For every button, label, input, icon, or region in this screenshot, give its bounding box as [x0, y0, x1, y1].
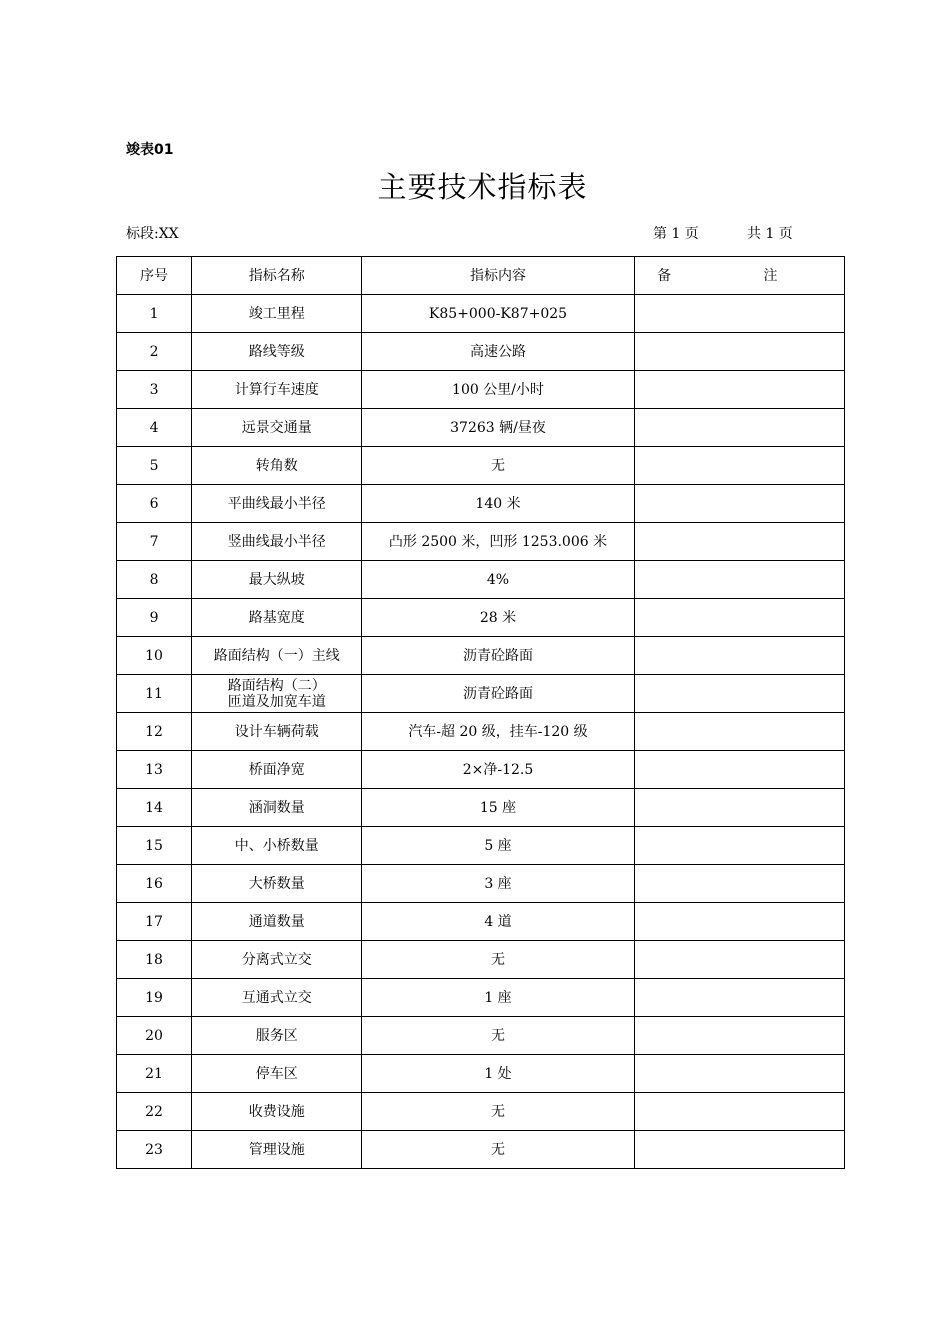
row-number-cell: 16 — [117, 865, 192, 903]
table-body — [117, 295, 845, 1169]
table-row — [117, 865, 845, 903]
note-cell — [634, 561, 844, 599]
table-row — [117, 447, 845, 485]
indicator-content-cell: 15 座 — [362, 789, 634, 827]
row-number-cell: 8 — [117, 561, 192, 599]
indicator-name-cell: 计算行车速度 — [192, 371, 362, 409]
note-cell — [634, 485, 844, 523]
table-row — [117, 1131, 845, 1169]
row-number-cell: 9 — [117, 599, 192, 637]
table-row — [117, 789, 845, 827]
note-cell — [634, 1055, 844, 1093]
note-cell — [634, 751, 844, 789]
indicator-content-cell: 1 处 — [362, 1055, 634, 1093]
indicator-name-cell: 路线等级 — [192, 333, 362, 371]
note-cell — [634, 1093, 844, 1131]
table-row — [117, 1093, 845, 1131]
document-title: 主要技术指标表 — [377, 170, 588, 204]
note-cell — [634, 827, 844, 865]
indicator-content-cell: 无 — [362, 941, 634, 979]
table-row — [117, 485, 845, 523]
indicator-content-cell: 高速公路 — [362, 333, 634, 371]
indicator-content-cell: 5 座 — [362, 827, 634, 865]
row-number-cell: 12 — [117, 713, 192, 751]
page-number: 第 1 页 — [653, 226, 699, 242]
row-number-cell: 22 — [117, 1093, 192, 1131]
row-number-cell: 18 — [117, 941, 192, 979]
indicator-content-cell: 无 — [362, 447, 634, 485]
note-cell — [634, 447, 844, 485]
indicator-name-cell: 转角数 — [192, 447, 362, 485]
table-header-row — [117, 257, 845, 295]
indicator-name-cell: 服务区 — [192, 1017, 362, 1055]
table-row — [117, 561, 845, 599]
indicator-name-cell: 停车区 — [192, 1055, 362, 1093]
indicator-content-cell: 28 米 — [362, 599, 634, 637]
table-row — [117, 827, 845, 865]
indicator-content-cell: 4 道 — [362, 903, 634, 941]
indicator-name-cell: 大桥数量 — [192, 865, 362, 903]
indicator-content-cell: 沥青砼路面 — [362, 675, 634, 713]
table-row — [117, 1017, 845, 1055]
row-number-cell: 6 — [117, 485, 192, 523]
indicator-content-cell: 汽车-超 20 级，挂车-120 级 — [362, 713, 634, 751]
column-header-note: 备 注 — [634, 257, 844, 295]
note-cell — [634, 409, 844, 447]
indicator-content-cell: 140 米 — [362, 485, 634, 523]
indicator-name-line1: 路面结构（二） — [227, 677, 326, 694]
indicator-content-cell: 3 座 — [362, 865, 634, 903]
note-cell — [634, 713, 844, 751]
indicator-name-cell: 桥面净宽 — [192, 751, 362, 789]
row-number-cell: 19 — [117, 979, 192, 1017]
table-row — [117, 637, 845, 675]
indicator-content-cell: 沥青砼路面 — [362, 637, 634, 675]
row-number-cell: 1 — [117, 295, 192, 333]
note-cell — [634, 903, 844, 941]
indicator-content-cell: 4% — [362, 561, 634, 599]
indicator-content-cell: K85+000-K87+025 — [362, 295, 634, 333]
indicator-content-cell: 无 — [362, 1131, 634, 1169]
indicator-content-cell: 2×净-12.5 — [362, 751, 634, 789]
indicator-name-cell: 竖曲线最小半径 — [192, 523, 362, 561]
row-number-cell: 2 — [117, 333, 192, 371]
table-row — [117, 713, 845, 751]
section-label: 标段:XX — [126, 226, 179, 242]
row-number-cell: 17 — [117, 903, 192, 941]
indicator-name-cell: 通道数量 — [192, 903, 362, 941]
row-number-cell: 15 — [117, 827, 192, 865]
table-row — [117, 751, 845, 789]
note-cell — [634, 333, 844, 371]
note-cell — [634, 295, 844, 333]
indicator-content-cell: 无 — [362, 1093, 634, 1131]
row-number-cell: 5 — [117, 447, 192, 485]
note-cell — [634, 789, 844, 827]
indicator-content-cell: 1 座 — [362, 979, 634, 1017]
indicator-name-cell: 路基宽度 — [192, 599, 362, 637]
table-row — [117, 371, 845, 409]
table-row — [117, 409, 845, 447]
row-number-cell: 4 — [117, 409, 192, 447]
indicator-name-cell: 远景交通量 — [192, 409, 362, 447]
indicator-name-cell: 设计车辆荷载 — [192, 713, 362, 751]
form-code: 竣表01 — [126, 142, 174, 158]
note-cell — [634, 1131, 844, 1169]
indicator-name-cell: 平曲线最小半径 — [192, 485, 362, 523]
column-header-content: 指标内容 — [362, 257, 634, 295]
note-cell — [634, 371, 844, 409]
row-number-cell: 3 — [117, 371, 192, 409]
indicator-content-cell: 37263 辆/昼夜 — [362, 409, 634, 447]
indicator-name-line2: 匝道及加宽车道 — [227, 693, 326, 710]
row-number-cell: 10 — [117, 637, 192, 675]
indicator-content-cell: 无 — [362, 1017, 634, 1055]
row-number-cell: 7 — [117, 523, 192, 561]
row-number-cell: 11 — [117, 675, 192, 713]
table-row — [117, 599, 845, 637]
indicator-name-cell: 涵洞数量 — [192, 789, 362, 827]
column-header-no: 序号 — [117, 257, 192, 295]
table-row — [117, 675, 845, 713]
note-cell — [634, 599, 844, 637]
indicator-name-cell: 竣工里程 — [192, 295, 362, 333]
table-row — [117, 1055, 845, 1093]
table-row — [117, 979, 845, 1017]
technical-indicators-table — [116, 256, 845, 1169]
table-row — [117, 523, 845, 561]
indicator-name-cell: 分离式立交 — [192, 941, 362, 979]
page-total: 共 1 页 — [747, 226, 793, 242]
note-cell — [634, 523, 844, 561]
note-cell — [634, 865, 844, 903]
indicator-name-cell: 互通式立交 — [192, 979, 362, 1017]
table-row — [117, 295, 845, 333]
indicator-name-cell: 管理设施 — [192, 1131, 362, 1169]
indicator-content-cell: 凸形 2500 米，凹形 1253.006 米 — [362, 523, 634, 561]
indicator-name-cell — [192, 675, 362, 713]
row-number-cell: 13 — [117, 751, 192, 789]
indicator-name-cell: 路面结构（一）主线 — [192, 637, 362, 675]
indicator-content-cell: 100 公里/小时 — [362, 371, 634, 409]
note-cell — [634, 941, 844, 979]
table-row — [117, 333, 845, 371]
table-row — [117, 941, 845, 979]
note-cell — [634, 979, 844, 1017]
row-number-cell: 14 — [117, 789, 192, 827]
indicator-name-cell: 收费设施 — [192, 1093, 362, 1131]
note-cell — [634, 1017, 844, 1055]
column-header-name: 指标名称 — [192, 257, 362, 295]
table-row — [117, 903, 845, 941]
row-number-cell: 20 — [117, 1017, 192, 1055]
row-number-cell: 21 — [117, 1055, 192, 1093]
indicator-name-cell: 中、小桥数量 — [192, 827, 362, 865]
note-cell — [634, 675, 844, 713]
note-cell — [634, 637, 844, 675]
row-number-cell: 23 — [117, 1131, 192, 1169]
indicator-name-cell: 最大纵坡 — [192, 561, 362, 599]
